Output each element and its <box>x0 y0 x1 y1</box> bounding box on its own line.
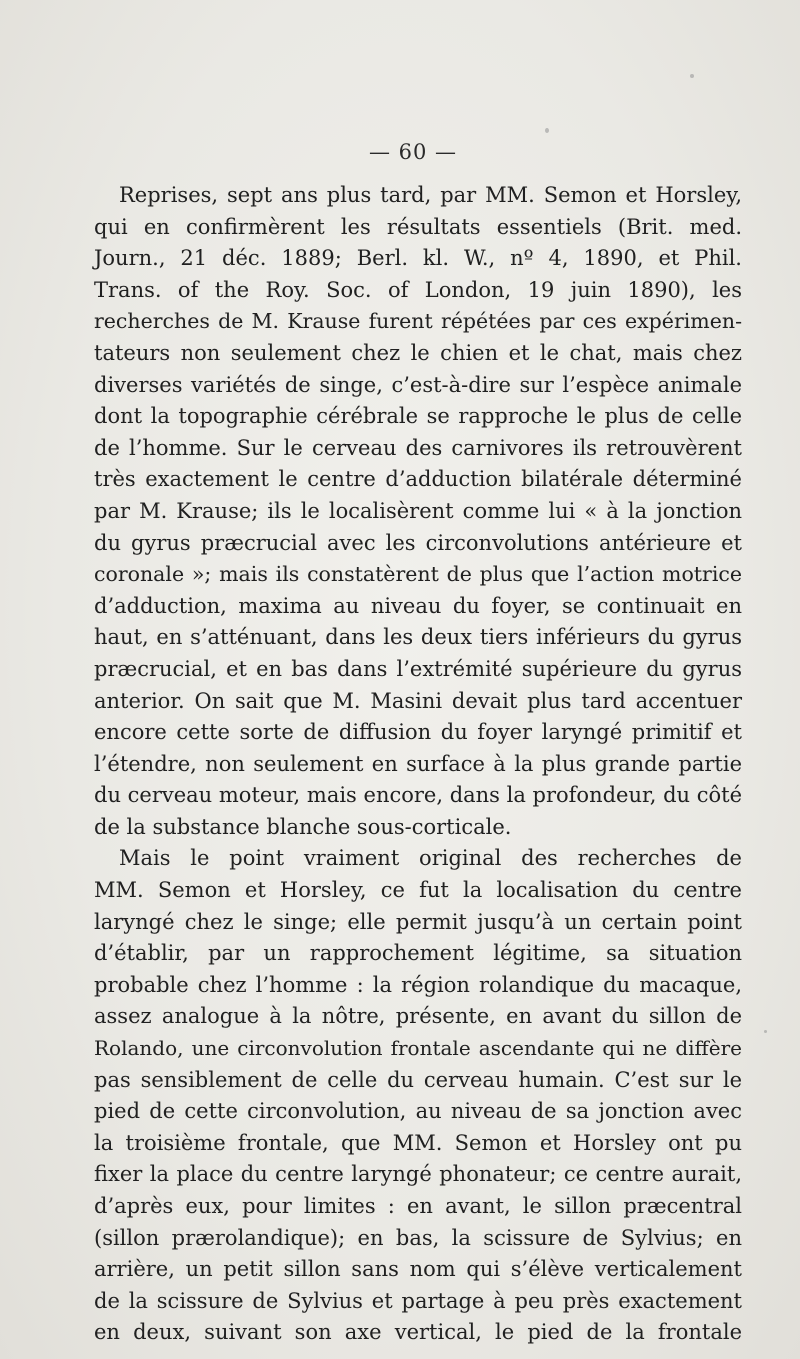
text-line: (sillon prærolandique); en bas, la scissure de Sylvius; en <box>94 1225 742 1250</box>
text-line: probable chez l’homme : la région rolandique du macaque, <box>94 972 742 997</box>
text-line: encore cette sorte de diffusion du foyer laryngé primitif et <box>94 720 742 745</box>
text-line: du gyrus præcrucial avec les circonvolutions antérieure et <box>94 530 742 555</box>
text-line: qui en confirmèrent les résultats essentiels (Brit. med. <box>94 214 742 239</box>
body-text <box>94 180 742 1349</box>
paragraph-end-line: de la substance blanche sous-corticale. <box>94 814 512 839</box>
text-line: du cerveau moteur, mais encore, dans la profondeur, du côté <box>94 783 742 808</box>
text-line: d’adduction, maxima au niveau du foyer, se continuait en <box>94 593 742 618</box>
text-line: pas sensiblement de celle du cerveau humain. C’est sur le <box>94 1067 742 1092</box>
text-line: par M. Krause; ils le localisèrent comme lui « à la jonction <box>94 498 742 523</box>
text-line: præcrucial, et en bas dans l’extrémité supérieure du gyrus <box>94 656 742 681</box>
text-line: tateurs non seulement chez le chien et le chat, mais chez <box>94 340 742 365</box>
text-line: Journ., 21 déc. 1889; Berl. kl. W., nº 4, 1890, et Phil. <box>94 246 742 271</box>
text-line: coronale »; mais ils constatèrent de plus que l’action motrice <box>94 562 742 587</box>
text-line: la troisième frontale, que MM. Semon et Horsley ont pu <box>94 1130 742 1155</box>
text-line: Mais le point vraiment original des recherches de <box>119 846 742 871</box>
text-line: haut, en s’atténuant, dans les deux tiers inférieurs du gyrus <box>94 625 742 650</box>
text-line: de l’homme. Sur le cerveau des carnivores ils retrouvèrent <box>94 435 742 460</box>
paper-speck <box>764 1030 767 1033</box>
text-line: de la scissure de Sylvius et partage à peu près exactement <box>94 1288 742 1313</box>
text-line: arrière, un petit sillon sans nom qui s’élève verticalement <box>94 1257 742 1282</box>
text-line: Rolando, une circonvolution frontale ascendante qui ne diffère <box>94 1036 742 1061</box>
text-line: en deux, suivant son axe vertical, le pied de la frontale <box>94 1320 742 1345</box>
paper-speck <box>545 128 549 133</box>
text-line: fixer la place du centre laryngé phonateur; ce centre aurait, <box>94 1162 742 1187</box>
text-line: pied de cette circonvolution, au niveau de sa jonction avec <box>94 1099 742 1124</box>
text-line: l’étendre, non seulement en surface à la plus grande partie <box>94 751 742 776</box>
page-number: — 60 — <box>368 140 458 164</box>
text-line: d’établir, par un rapprochement légitime, sa situation <box>94 941 742 966</box>
text-line: d’après eux, pour limites : en avant, le sillon præcentral <box>94 1194 742 1218</box>
text-line: Reprises, sept ans plus tard, par MM. Semon et Horsley, <box>119 183 742 207</box>
text-line: dont la topographie cérébrale se rapproche le plus de celle <box>94 404 742 429</box>
text-line: très exactement le centre d’adduction bilatérale déterminé <box>94 467 742 492</box>
text-line: Trans. of the Roy. Soc. of London, 19 juin 1890), les <box>94 277 742 302</box>
text-line: assez analogue à la nôtre, présente, en avant du sillon de <box>94 1004 742 1029</box>
paper-speck <box>690 74 694 78</box>
text-line: recherches de M. Krause furent répétées par ces expérimen- <box>94 309 742 334</box>
text-line: laryngé chez le singe; elle permit jusqu’à un certain point <box>94 909 742 934</box>
text-line: diverses variétés de singe, c’est-à-dire sur l’espèce animale <box>94 372 742 397</box>
text-line: anterior. On sait que M. Masini devait plus tard accentuer <box>94 688 742 713</box>
text-line: MM. Semon et Horsley, ce fut la localisation du centre <box>94 878 742 903</box>
